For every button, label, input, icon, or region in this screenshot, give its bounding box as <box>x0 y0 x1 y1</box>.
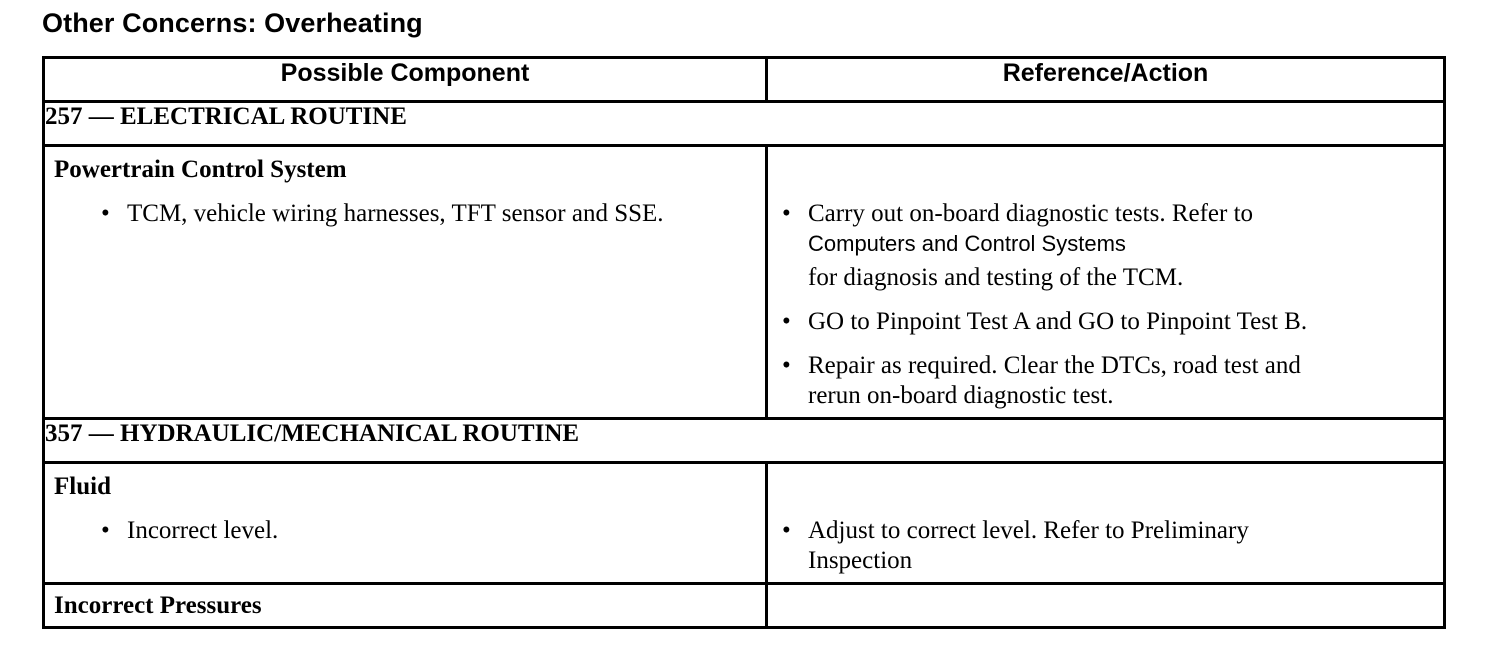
group-label-incorrect-pressures: Incorrect Pressures <box>54 592 262 619</box>
action-bullet-line: rerun on-board diagnostic test. <box>808 382 1114 409</box>
component-bullet-text: TCM, vehicle wiring harnesses, TFT sensor and SSE. <box>127 200 664 227</box>
section-label-hydraulic-mechanical-routine: 357 — HYDRAULIC/MECHANICAL ROUTINE <box>44 419 1445 463</box>
bullet-icon: • <box>782 200 791 227</box>
bullet-icon: • <box>101 517 110 544</box>
bullet-icon: • <box>782 517 791 544</box>
component-cell-powertrain <box>44 146 767 419</box>
list-item <box>101 199 765 229</box>
table-row <box>44 584 1445 628</box>
action-cell-powertrain <box>767 146 1445 419</box>
diagnostic-table <box>42 56 1446 629</box>
list-item <box>782 351 1443 411</box>
action-bullet-text: GO to Pinpoint Test A and GO to Pinpoint Test B. <box>808 308 1308 335</box>
page-title: Other Concerns: Overheating <box>42 8 423 38</box>
table-header-row <box>44 58 1445 102</box>
table-row <box>44 463 1445 584</box>
header-reference-action: Reference/Action <box>767 58 1445 102</box>
bullet-icon: • <box>782 352 791 379</box>
action-bullet-line: Repair as required. Clear the DTCs, road test and <box>808 352 1301 379</box>
action-bullet-line: Carry out on-board diagnostic tests. Refer to <box>808 200 1254 227</box>
list-item <box>782 199 1443 293</box>
section-row-hydraulic <box>44 419 1445 463</box>
action-bullet-list <box>768 147 1443 417</box>
action-bullet-line: Inspection <box>808 547 913 574</box>
action-bullet-list <box>768 464 1443 582</box>
component-cell-fluid <box>44 463 767 584</box>
bullet-icon: • <box>782 308 791 335</box>
list-item <box>101 516 765 546</box>
component-cell-incorrect-pressures <box>44 584 767 628</box>
group-label-powertrain-control-system: Powertrain Control System <box>54 156 347 183</box>
reference-link-computers-and-control-systems: Computers and Control Systems <box>808 231 1126 256</box>
bullet-icon: • <box>101 200 110 227</box>
section-label-electrical-routine: 257 — ELECTRICAL ROUTINE <box>44 102 1445 146</box>
group-label-fluid: Fluid <box>54 473 111 500</box>
component-bullet-list <box>45 502 765 546</box>
list-item <box>782 516 1443 576</box>
table-row <box>44 146 1445 419</box>
header-possible-component: Possible Component <box>44 58 767 102</box>
action-bullet-line: Adjust to correct level. Refer to Preliminary <box>808 517 1249 544</box>
component-bullet-text: Incorrect level. <box>127 517 279 544</box>
section-row-electrical <box>44 102 1445 146</box>
action-cell-incorrect-pressures <box>767 584 1445 628</box>
action-bullet-line: for diagnosis and testing of the TCM. <box>808 264 1184 291</box>
component-bullet-list <box>45 185 765 229</box>
list-item <box>782 307 1443 337</box>
action-cell-fluid <box>767 463 1445 584</box>
